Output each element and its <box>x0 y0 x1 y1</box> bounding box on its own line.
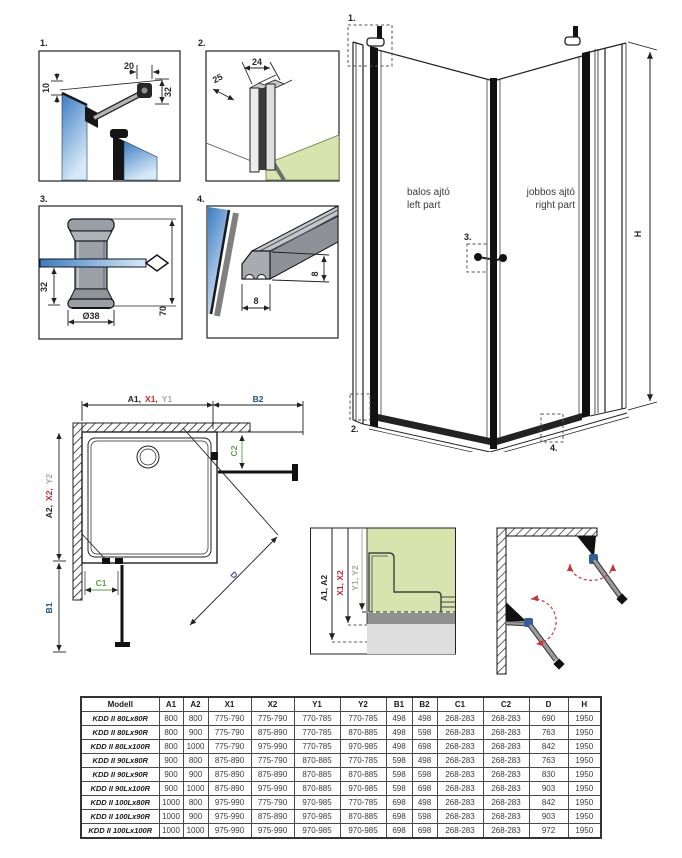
spec-value: 698 <box>386 824 412 839</box>
model-name: KDD II 80Lx90R <box>81 726 159 740</box>
spec-value: 900 <box>159 768 183 782</box>
spec-value: 770-785 <box>340 796 386 810</box>
spec-table-body <box>81 712 601 839</box>
spec-value: 698 <box>386 810 412 824</box>
spec-value: 268-283 <box>437 796 483 810</box>
spec-value: 698 <box>412 824 437 839</box>
spec-value: 800 <box>159 712 183 726</box>
swing-door-lower <box>506 599 565 670</box>
marker-1-label: 1. <box>348 13 356 23</box>
spec-value: 970-985 <box>340 740 386 754</box>
spec-value: 900 <box>183 726 208 740</box>
spec-value: 763 <box>529 726 568 740</box>
dim-b1-label: B1 <box>44 602 54 614</box>
swing-door-upper <box>570 536 628 605</box>
spec-value: 268-283 <box>483 796 529 810</box>
spec-value: 770-785 <box>294 712 340 726</box>
table-row <box>81 712 601 726</box>
dim-24: 24 <box>251 57 263 67</box>
door-frame-bar <box>113 135 124 180</box>
model-name: KDD II 90Lx90R <box>81 768 159 782</box>
spec-value: 775-790 <box>251 796 294 810</box>
spec-value: 900 <box>183 810 208 824</box>
spec-value: 1950 <box>568 810 601 824</box>
spec-value: 770-785 <box>294 740 340 754</box>
seal-cutout <box>245 275 254 280</box>
spec-value: 842 <box>529 796 568 810</box>
spec-value: 268-283 <box>483 768 529 782</box>
spec-value: 800 <box>183 796 208 810</box>
spec-value: 498 <box>412 796 437 810</box>
spec-value: 1000 <box>159 796 183 810</box>
detail-4-label: 4. <box>197 194 205 204</box>
column-header: C1 <box>437 697 483 712</box>
spec-value: 698 <box>412 782 437 796</box>
spec-value: 770-785 <box>294 726 340 740</box>
spec-value: 975-990 <box>208 824 251 839</box>
spec-value: 830 <box>529 768 568 782</box>
dim-c2-label: C2 <box>229 445 239 457</box>
spec-value: 800 <box>159 740 183 754</box>
spec-value: 870-885 <box>294 782 340 796</box>
model-name: KDD II 100Lx100R <box>81 824 159 839</box>
column-header: A1 <box>159 697 183 712</box>
detail-1-label: 1. <box>40 38 48 48</box>
column-header: A2 <box>183 697 208 712</box>
spec-value: 875-890 <box>208 754 251 768</box>
model-name: KDD II 80Lx80R <box>81 712 159 726</box>
wall-top <box>73 423 250 432</box>
spec-value: 1950 <box>568 740 601 754</box>
dim-left-label: A2,X2,Y2 <box>44 473 54 519</box>
spec-value: 268-283 <box>483 712 529 726</box>
column-header: Modell <box>81 697 159 712</box>
spec-value: 1000 <box>159 810 183 824</box>
plan-view <box>40 393 310 670</box>
model-name: KDD II 90Lx80R <box>81 754 159 768</box>
spec-value: 970-985 <box>340 824 386 839</box>
spec-table-header-row <box>81 697 601 712</box>
spec-value: 268-283 <box>437 810 483 824</box>
spec-value: 1950 <box>568 768 601 782</box>
spec-value: 268-283 <box>483 810 529 824</box>
spec-value: 268-283 <box>483 782 529 796</box>
dim-25: 25 <box>210 71 225 86</box>
perspective-view <box>345 12 682 452</box>
column-header: X1 <box>208 697 251 712</box>
table-row <box>81 726 601 740</box>
door-half-open-line <box>183 428 278 535</box>
dim-diameter: Ø38 <box>82 311 100 321</box>
detail-2-drawing <box>196 34 346 186</box>
plan-doors <box>82 428 298 647</box>
column-header: Y2 <box>340 697 386 712</box>
spec-value: 1950 <box>568 782 601 796</box>
spec-value: 598 <box>386 754 412 768</box>
spec-value: 775-790 <box>251 712 294 726</box>
top-bracket-right <box>573 26 578 37</box>
spec-value: 870-885 <box>294 768 340 782</box>
spec-value: 498 <box>386 726 412 740</box>
spec-value: 875-890 <box>208 768 251 782</box>
spec-value: 598 <box>386 768 412 782</box>
spec-value: 970-985 <box>294 824 340 839</box>
spec-value: 268-283 <box>483 754 529 768</box>
spec-value: 800 <box>183 712 208 726</box>
glass-edge <box>40 259 146 267</box>
spec-value: 900 <box>183 768 208 782</box>
spec-value: 870-885 <box>340 726 386 740</box>
spec-value: 1950 <box>568 712 601 726</box>
door-knob-left <box>474 253 482 261</box>
column-header: B2 <box>412 697 437 712</box>
swing-wall-left <box>497 528 506 674</box>
table-row <box>81 810 601 824</box>
detail-4-drawing <box>196 190 346 345</box>
spec-value: 975-990 <box>251 740 294 754</box>
spec-value: 900 <box>159 754 183 768</box>
spec-value: 975-990 <box>251 824 294 839</box>
column-header: C2 <box>483 697 529 712</box>
section-a-label: A1, A2 <box>319 574 329 602</box>
spec-value: 698 <box>386 796 412 810</box>
table-row <box>81 782 601 796</box>
spec-value: 870-885 <box>340 768 386 782</box>
spec-value: 975-990 <box>251 782 294 796</box>
spec-value: 498 <box>386 740 412 754</box>
swing-arc-lower <box>531 599 556 644</box>
spec-value: 268-283 <box>437 726 483 740</box>
wall-left <box>73 423 82 600</box>
spec-value: 975-990 <box>208 810 251 824</box>
knob-top-cap <box>68 219 114 231</box>
spec-value: 598 <box>412 726 437 740</box>
plan-walls <box>73 423 303 600</box>
dim-20: 20 <box>123 61 134 71</box>
left-door-label-en: left part <box>407 200 441 211</box>
tray-outer <box>82 432 217 563</box>
column-header: D <box>529 697 568 712</box>
left-door-frame-bar <box>370 46 378 428</box>
glass-panel-left <box>62 93 87 180</box>
spec-value: 1000 <box>159 824 183 839</box>
spec-value: 1000 <box>183 824 208 839</box>
model-name: KDD II 100Lx80R <box>81 796 159 810</box>
swing-wall-top <box>497 528 597 536</box>
detail-markers <box>348 25 563 442</box>
section-band-dark <box>367 613 455 624</box>
detail-1-drawing <box>38 34 185 186</box>
spec-value: 875-890 <box>251 768 294 782</box>
marker-2-label: 2. <box>351 424 359 434</box>
spec-value: 690 <box>529 712 568 726</box>
section-band-light <box>367 624 455 654</box>
right-door-knob <box>292 464 298 481</box>
detail-3-drawing <box>38 190 190 345</box>
column-header: B1 <box>386 697 412 712</box>
spec-value: 268-283 <box>483 740 529 754</box>
spec-value: 268-283 <box>483 824 529 839</box>
spec-value: 972 <box>529 824 568 839</box>
door-swing-view <box>493 524 668 676</box>
knob-base <box>68 299 114 308</box>
spec-value: 1950 <box>568 726 601 740</box>
dim-8-horizontal: 8 <box>253 296 259 306</box>
table-row <box>81 824 601 839</box>
plan-dimensions <box>53 401 303 652</box>
spec-value: 268-283 <box>437 712 483 726</box>
spec-value: 903 <box>529 782 568 796</box>
spec-value: 598 <box>386 782 412 796</box>
dim-d-label: D <box>228 569 240 581</box>
model-name: KDD II 90Lx100R <box>81 782 159 796</box>
spec-value: 875-890 <box>251 726 294 740</box>
corner-post <box>490 78 497 449</box>
spec-value: 1950 <box>568 754 601 768</box>
spec-value: 770-785 <box>340 712 386 726</box>
dim-h-label: H <box>633 230 643 238</box>
spec-value: 870-885 <box>340 810 386 824</box>
detail-1-frame <box>39 51 180 181</box>
model-name: KDD II 100Lx90R <box>81 810 159 824</box>
hinge-bottom-left <box>102 558 110 564</box>
spec-value: 970-985 <box>340 782 386 796</box>
enclosure-structure <box>353 26 657 452</box>
column-header: Y1 <box>294 697 340 712</box>
left-door-label-hu: balos ajtó <box>407 187 450 198</box>
right-door-label-en: right part <box>535 200 575 211</box>
table-row <box>81 796 601 810</box>
spec-value: 875-890 <box>208 782 251 796</box>
marker-4-label: 4. <box>550 443 558 452</box>
spec-value: 268-283 <box>437 768 483 782</box>
spec-value: 903 <box>529 810 568 824</box>
spec-value: 1000 <box>183 782 208 796</box>
detail-2-label: 2. <box>198 38 206 48</box>
spec-value: 498 <box>412 754 437 768</box>
hinge-top-right <box>211 452 218 460</box>
spec-value: 498 <box>412 712 437 726</box>
top-bracket-left <box>377 26 382 39</box>
spec-value: 900 <box>159 782 183 796</box>
door-knob-right <box>499 254 507 262</box>
spec-value: 775-790 <box>208 740 251 754</box>
model-name: KDD II 80Lx100R <box>81 740 159 754</box>
column-header: H <box>568 697 601 712</box>
table-row <box>81 768 601 782</box>
spec-value: 268-283 <box>483 726 529 740</box>
spec-value: 970-985 <box>294 810 340 824</box>
dim-c1-label: C1 <box>95 578 107 588</box>
wall-profile-front <box>250 88 259 172</box>
table-row <box>81 740 601 754</box>
section-wall-green <box>367 529 455 613</box>
spec-value: 598 <box>412 768 437 782</box>
spec-value: 870-885 <box>294 754 340 768</box>
seal-cutout <box>257 275 266 280</box>
wall-profile-channel <box>259 88 266 170</box>
spec-value: 268-283 <box>437 782 483 796</box>
spec-value: 970-985 <box>294 796 340 810</box>
detail-3-label: 3. <box>40 194 48 204</box>
dim-32: 32 <box>39 281 49 293</box>
spec-value: 800 <box>159 726 183 740</box>
spec-value: 763 <box>529 754 568 768</box>
spec-value: 268-283 <box>437 740 483 754</box>
dim-b2-label: B2 <box>252 394 264 404</box>
spec-value: 498 <box>386 712 412 726</box>
spec-value: 800 <box>183 754 208 768</box>
spec-value: 1000 <box>183 740 208 754</box>
marker-3-label: 3. <box>464 232 472 242</box>
spec-table <box>80 696 602 839</box>
plan-tray <box>82 432 217 563</box>
section-y-label: Y1, Y2 <box>350 565 360 591</box>
spec-value: 698 <box>412 740 437 754</box>
spec-value: 268-283 <box>437 824 483 839</box>
dim-top-label: A1, X1, Y1 <box>127 394 173 404</box>
spec-value: 775-790 <box>208 726 251 740</box>
spec-value: 268-283 <box>437 754 483 768</box>
spec-value: 875-890 <box>251 810 294 824</box>
table-row <box>81 754 601 768</box>
dim-32: 32 <box>163 86 173 98</box>
dim-70: 70 <box>158 305 168 316</box>
column-header: X2 <box>251 697 294 712</box>
spec-value: 842 <box>529 740 568 754</box>
dim-10: 10 <box>41 82 51 94</box>
right-door-label-hu: jobbos ajtó <box>526 187 575 198</box>
spec-value: 598 <box>412 810 437 824</box>
spec-value: 775-790 <box>251 754 294 768</box>
bottom-door-knob <box>115 642 130 647</box>
spec-value: 775-790 <box>208 712 251 726</box>
spec-value: 1950 <box>568 796 601 810</box>
section-x-label: X1, X2 <box>335 570 345 596</box>
dim-8-vertical: 8 <box>310 271 320 277</box>
section-view <box>310 523 458 658</box>
spec-value: 975-990 <box>208 796 251 810</box>
tray-inner <box>88 438 211 557</box>
spec-value: 770-785 <box>340 754 386 768</box>
right-door-frame-bar <box>582 51 590 418</box>
spec-value: 1950 <box>568 824 601 839</box>
